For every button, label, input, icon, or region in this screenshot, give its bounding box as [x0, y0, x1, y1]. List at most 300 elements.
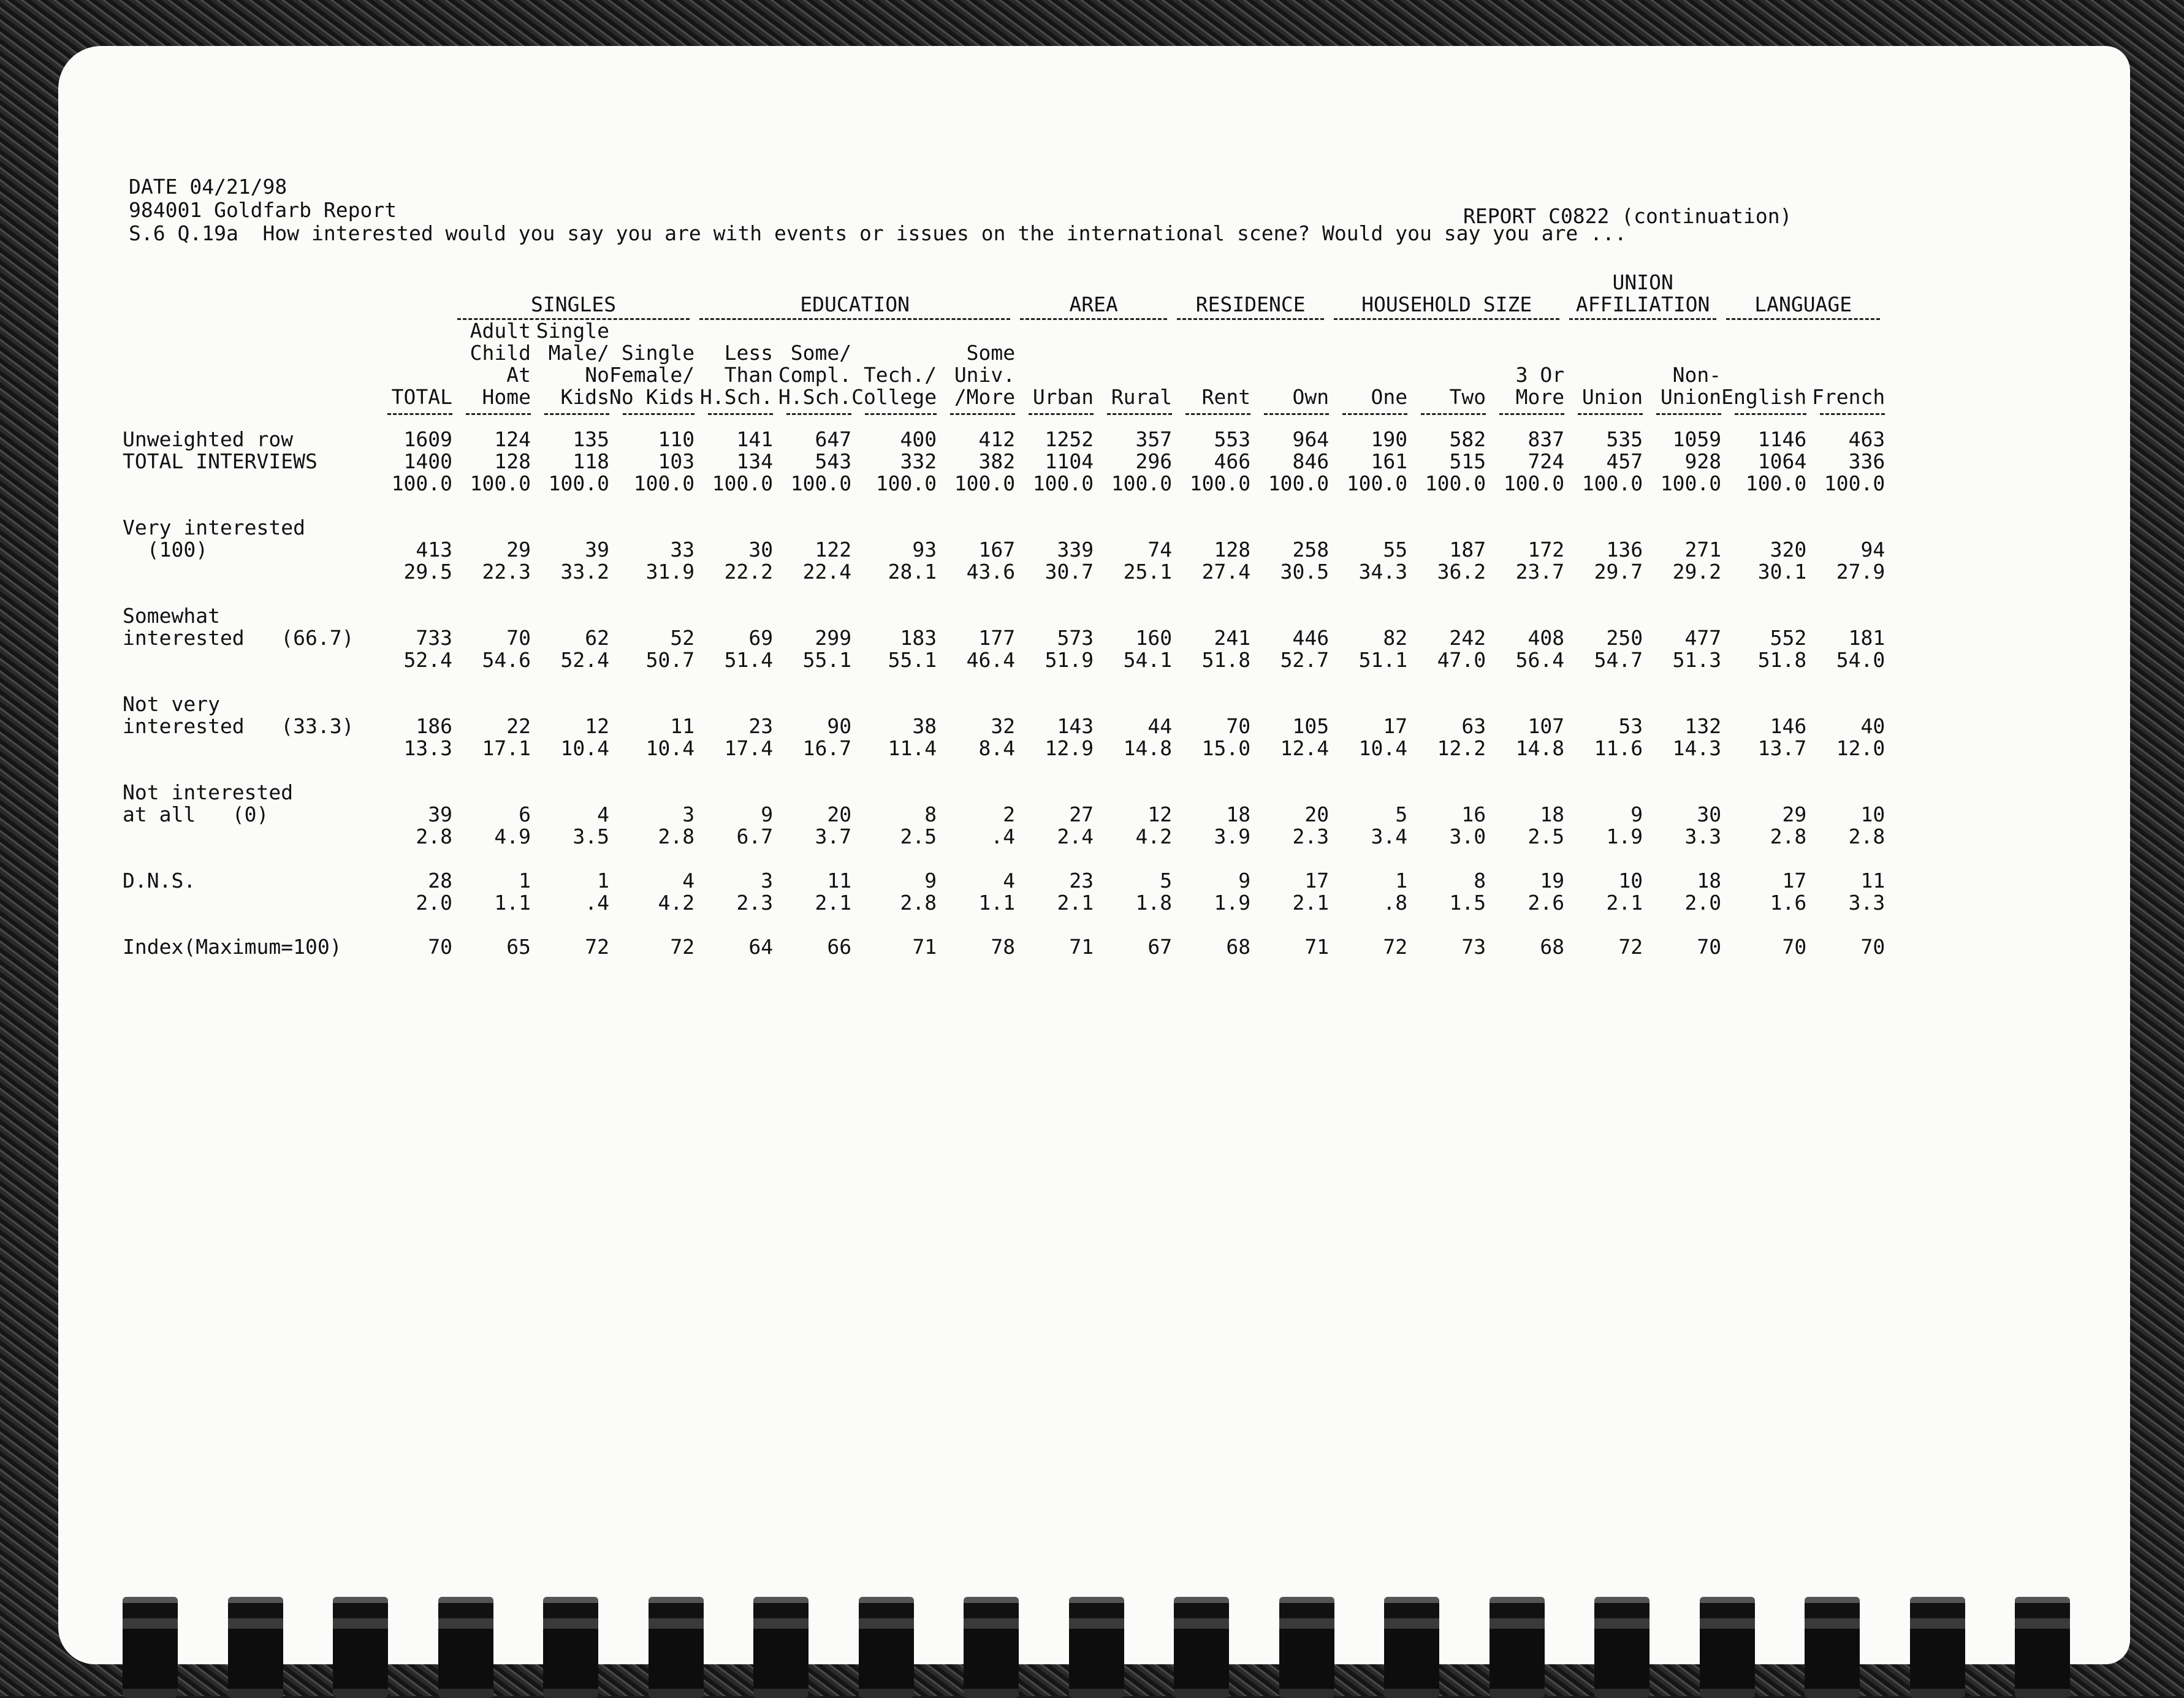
column-header: Non- Union — [1660, 363, 1722, 409]
row-label: interested (33.3) — [123, 714, 354, 738]
table-cell — [1564, 693, 1643, 715]
table-cell: 46.4 — [966, 648, 1016, 672]
table-cell: 51.9 — [1044, 648, 1094, 672]
group-union-affiliation: UNION AFFILIATION — [1564, 270, 1721, 320]
table-cell: 72 — [670, 935, 695, 959]
table-cell: 39 — [428, 802, 452, 826]
row-label: Unweighted row — [123, 427, 294, 451]
table-row — [123, 693, 1885, 715]
table-cell: 3.9 — [1214, 824, 1251, 848]
table-cell — [1329, 782, 1407, 804]
table-cell: 446 — [1292, 626, 1330, 650]
table-cell: 54.7 — [1594, 648, 1643, 672]
row-label: Index(Maximum=100) — [123, 935, 342, 959]
table-cell — [531, 782, 609, 804]
table-cell: 124 — [494, 427, 531, 451]
table-cell: 100.0 — [1268, 471, 1330, 495]
table-cell: 1059 — [1672, 427, 1722, 451]
table-cell: 299 — [815, 626, 852, 650]
column-header: English — [1721, 385, 1807, 409]
table-cell: 54.6 — [482, 648, 531, 672]
column-header: Single Female/ No Kids — [609, 341, 695, 409]
table-cell — [773, 605, 851, 627]
table-cell — [1094, 782, 1172, 804]
table-cell: 18 — [1226, 802, 1251, 826]
row-label — [123, 473, 374, 495]
table-cell: 30 — [748, 538, 774, 562]
row-label — [123, 649, 374, 671]
table-cell: 2.8 — [658, 824, 695, 848]
table-cell — [773, 517, 851, 539]
table-cell — [851, 605, 937, 627]
table-cell: 29.2 — [1672, 560, 1722, 584]
table-cell — [1172, 517, 1250, 539]
table-cell: 100.0 — [1503, 471, 1565, 495]
table-cell: 14.3 — [1672, 736, 1722, 760]
table-cell: 43.6 — [966, 560, 1016, 584]
table-cell: 100.0 — [548, 471, 609, 495]
table-row — [123, 737, 1885, 760]
table-cell: 2.8 — [900, 891, 937, 915]
table-cell: 2.1 — [1292, 891, 1330, 915]
table-cell: 25.1 — [1123, 560, 1173, 584]
table-cell: 100.0 — [1346, 471, 1408, 495]
table-cell: 552 — [1770, 626, 1807, 650]
binding-coil — [1700, 1597, 1755, 1698]
table-cell: 172 — [1528, 538, 1565, 562]
table-cell: 1146 — [1757, 427, 1807, 451]
table-cell: 1.9 — [1606, 824, 1643, 848]
table-cell: 2.6 — [1528, 891, 1565, 915]
table-cell: 100.0 — [391, 471, 452, 495]
table-cell — [937, 693, 1015, 715]
table-cell: 20 — [827, 802, 852, 826]
table-cell: 70 — [1226, 714, 1251, 738]
table-cell: 10.4 — [560, 736, 609, 760]
table-body — [123, 415, 1885, 958]
table-cell: 2.0 — [416, 891, 452, 915]
table-cell: 122 — [815, 538, 852, 562]
table-cell: 93 — [912, 538, 937, 562]
table-row — [123, 870, 1885, 892]
table-cell — [374, 782, 452, 804]
table-cell: 187 — [1449, 538, 1486, 562]
table-cell: 724 — [1528, 449, 1565, 473]
table-row — [123, 804, 1885, 826]
table-cell: 3.7 — [815, 824, 852, 848]
table-cell: 146 — [1770, 714, 1807, 738]
table-cell: 40 — [1860, 714, 1885, 738]
table-cell — [1250, 517, 1329, 539]
table-cell: 52.4 — [403, 648, 452, 672]
table-cell: 3.5 — [573, 824, 609, 848]
column-header: Urban — [1032, 385, 1094, 409]
table-cell: 30.7 — [1044, 560, 1094, 584]
group-area: AREA — [1015, 270, 1172, 320]
table-cell — [1564, 605, 1643, 627]
table-cell: 29.7 — [1594, 560, 1643, 584]
row-label: (100) — [123, 538, 208, 562]
table-cell: 54.0 — [1836, 648, 1885, 672]
table-cell: 20 — [1304, 802, 1330, 826]
table-cell: 271 — [1684, 538, 1722, 562]
table-cell: 63 — [1461, 714, 1486, 738]
table-cell: 100.0 — [1425, 471, 1486, 495]
table-cell: 65 — [506, 935, 531, 959]
table-cell: 12.9 — [1044, 736, 1094, 760]
table-cell: 141 — [736, 427, 774, 451]
table-cell: 457 — [1606, 449, 1643, 473]
table-cell — [1015, 693, 1094, 715]
table-cell: 74 — [1147, 538, 1173, 562]
table-cell: 18 — [1540, 802, 1565, 826]
column-header: Tech./ College — [851, 363, 937, 409]
table-cell: 10.4 — [645, 736, 695, 760]
binding-coil — [543, 1597, 598, 1698]
binding-coil — [1490, 1597, 1545, 1698]
table-row — [123, 451, 1885, 473]
table-cell — [1172, 782, 1250, 804]
table-cell: 1400 — [403, 449, 452, 473]
table-cell: 34.3 — [1358, 560, 1408, 584]
table-cell: 177 — [978, 626, 1016, 650]
table-cell: 733 — [416, 626, 452, 650]
report-header — [129, 175, 1627, 245]
table-cell: 250 — [1606, 626, 1643, 650]
table-cell: 94 — [1860, 538, 1885, 562]
table-cell — [374, 517, 452, 539]
binding-coil — [1805, 1597, 1860, 1698]
table-cell: 647 — [815, 427, 852, 451]
table-cell: 135 — [573, 427, 609, 451]
table-cell: 23 — [1069, 869, 1094, 893]
table-cell — [1721, 517, 1806, 539]
row-label — [123, 826, 374, 848]
table-cell: 17 — [1782, 869, 1807, 893]
table-cell: 400 — [900, 427, 937, 451]
table-cell: 118 — [573, 449, 609, 473]
table-cell: 38 — [912, 714, 937, 738]
table-cell — [1250, 693, 1329, 715]
table-cell: 100.0 — [1745, 471, 1807, 495]
table-cell: 44 — [1147, 714, 1173, 738]
table-cell — [1806, 605, 1885, 627]
table-cell — [773, 782, 851, 804]
table-cell — [1329, 605, 1407, 627]
table-cell — [1486, 605, 1564, 627]
binding-coil — [964, 1597, 1019, 1698]
table-cell — [531, 605, 609, 627]
table-cell: 53 — [1618, 714, 1643, 738]
table-cell: 463 — [1848, 427, 1885, 451]
header-underline-row — [123, 408, 1885, 415]
row-label: D.N.S. — [123, 869, 196, 893]
column-header-row — [123, 320, 1885, 408]
table-cell: 5 — [1160, 869, 1173, 893]
table-cell: 100.0 — [1189, 471, 1251, 495]
row-label: TOTAL INTERVIEWS — [123, 449, 318, 473]
column-header: Some Univ. /More — [954, 341, 1016, 409]
table-cell: 4 — [682, 869, 695, 893]
table-cell: 17 — [1383, 714, 1408, 738]
column-header: Less Than H.Sch. — [699, 341, 774, 409]
table-cell: 3 — [682, 802, 695, 826]
table-cell: 1.1 — [494, 891, 531, 915]
table-cell: 2.8 — [416, 824, 452, 848]
table-cell: 70 — [1782, 935, 1807, 959]
table-cell: 100.0 — [712, 471, 774, 495]
table-cell: 52 — [670, 626, 695, 650]
table-cell — [1643, 782, 1721, 804]
table-cell: 73 — [1461, 935, 1486, 959]
group-household-size: HOUSEHOLD SIZE — [1329, 270, 1564, 320]
table-cell: 71 — [1069, 935, 1094, 959]
table-cell — [531, 693, 609, 715]
table-cell: 136 — [1606, 538, 1643, 562]
table-cell: 78 — [991, 935, 1016, 959]
table-cell: 55 — [1383, 538, 1408, 562]
row-label — [123, 892, 374, 914]
table-cell: 8 — [924, 802, 937, 826]
table-cell: 2.5 — [900, 824, 937, 848]
table-cell: 68 — [1226, 935, 1251, 959]
table-cell: 167 — [978, 538, 1016, 562]
table-cell: 9 — [1238, 869, 1251, 893]
table-cell: 2.5 — [1528, 824, 1565, 848]
table-cell: 28.1 — [888, 560, 937, 584]
table-cell: 64 — [748, 935, 774, 959]
table-cell: 100.0 — [470, 471, 531, 495]
table-cell: 11.6 — [1594, 736, 1643, 760]
table-cell: 4.2 — [658, 891, 695, 915]
table-cell: 1104 — [1044, 449, 1094, 473]
table-cell: 10.4 — [1358, 736, 1408, 760]
table-cell: 14.8 — [1123, 736, 1173, 760]
column-header: French — [1812, 385, 1885, 409]
table-cell: 51.8 — [1201, 648, 1251, 672]
table-cell — [1094, 517, 1172, 539]
table-cell: 412 — [978, 427, 1016, 451]
table-cell: 11 — [1860, 869, 1885, 893]
table-cell: 2.3 — [736, 891, 774, 915]
table-cell: 2 — [1003, 802, 1016, 826]
table-cell: 39 — [585, 538, 609, 562]
table-cell — [1094, 605, 1172, 627]
table-cell — [1407, 517, 1486, 539]
table-cell: 9 — [761, 802, 774, 826]
table-cell: 23 — [748, 714, 774, 738]
table-cell: 29 — [506, 538, 531, 562]
table-cell: 3 — [761, 869, 774, 893]
table-cell — [1015, 782, 1094, 804]
table-cell: 17.1 — [482, 736, 531, 760]
column-header: Union — [1581, 385, 1643, 409]
table-cell — [1643, 693, 1721, 715]
row-label: interested (66.7) — [123, 626, 354, 650]
table-cell: 103 — [658, 449, 695, 473]
table-cell: 72 — [1618, 935, 1643, 959]
table-cell — [1329, 517, 1407, 539]
table-cell: 51.4 — [724, 648, 774, 672]
table-cell: 52.4 — [560, 648, 609, 672]
table-cell: 71 — [912, 935, 937, 959]
table-cell: 100.0 — [1581, 471, 1643, 495]
table-cell: 11.4 — [888, 736, 937, 760]
table-cell: 62 — [585, 626, 609, 650]
table-row — [123, 782, 1885, 804]
table-cell: 10 — [1860, 802, 1885, 826]
table-cell: 47.0 — [1437, 648, 1486, 672]
table-cell — [1564, 517, 1643, 539]
table-cell: 5 — [1395, 802, 1408, 826]
table-cell: 22.3 — [482, 560, 531, 584]
column-header: 3 Or More — [1515, 363, 1565, 409]
table-cell: 16 — [1461, 802, 1486, 826]
table-cell: 13.3 — [403, 736, 452, 760]
binding-coil — [1069, 1597, 1124, 1698]
table-row — [123, 649, 1885, 671]
table-cell: .4 — [585, 891, 609, 915]
table-cell: 2.1 — [1057, 891, 1094, 915]
group-language: LANGUAGE — [1721, 270, 1885, 320]
table-cell: 382 — [978, 449, 1016, 473]
table-cell — [1094, 693, 1172, 715]
table-cell: 100.0 — [1032, 471, 1094, 495]
table-cell: 336 — [1848, 449, 1885, 473]
column-header: Two — [1449, 385, 1486, 409]
table-cell — [851, 517, 937, 539]
table-cell — [1250, 782, 1329, 804]
table-cell: 66 — [827, 935, 852, 959]
column-header: Rent — [1201, 385, 1251, 409]
group-education: EDUCATION — [694, 270, 1015, 320]
table-row — [123, 892, 1885, 914]
table-cell: 573 — [1057, 626, 1094, 650]
table-cell: 4.9 — [494, 824, 531, 848]
table-cell — [1172, 693, 1250, 715]
binding-coil — [1384, 1597, 1439, 1698]
table-cell: 100.0 — [1111, 471, 1173, 495]
table-cell: 12.2 — [1437, 736, 1486, 760]
table-cell: 466 — [1214, 449, 1251, 473]
table-cell: 10 — [1618, 869, 1643, 893]
table-cell: 6.7 — [736, 824, 774, 848]
table-cell: 33.2 — [560, 560, 609, 584]
table-cell: 17 — [1304, 869, 1330, 893]
table-cell — [1407, 693, 1486, 715]
table-cell — [1015, 605, 1094, 627]
column-header: TOTAL — [391, 385, 452, 409]
binding-coil — [2015, 1597, 2070, 1698]
table-cell: 19 — [1540, 869, 1565, 893]
column-header: Own — [1292, 385, 1330, 409]
table-cell: 100.0 — [1660, 471, 1722, 495]
binding-coil — [123, 1597, 178, 1698]
table-cell — [1721, 782, 1806, 804]
table-cell — [452, 782, 531, 804]
table-cell: 2.0 — [1684, 891, 1722, 915]
table-cell: 3.3 — [1848, 891, 1885, 915]
table-cell: 70 — [1697, 935, 1722, 959]
binding-coil — [438, 1597, 493, 1698]
table-cell: 134 — [736, 449, 774, 473]
table-cell: 12.4 — [1280, 736, 1330, 760]
row-label: Very interested — [123, 516, 306, 539]
table-cell: 1.1 — [978, 891, 1016, 915]
table-cell: 69 — [748, 626, 774, 650]
table-cell: 241 — [1214, 626, 1251, 650]
report-title: 984001 Goldfarb Report — [129, 198, 397, 222]
table-cell: 9 — [1630, 802, 1643, 826]
table-row — [123, 517, 1885, 539]
table-cell: 2.8 — [1770, 824, 1807, 848]
binding-coil — [1174, 1597, 1229, 1698]
table-cell: 1 — [1395, 869, 1408, 893]
table-cell — [609, 605, 694, 627]
table-cell: 928 — [1684, 449, 1722, 473]
table-cell: 17.4 — [724, 736, 774, 760]
table-cell — [1806, 517, 1885, 539]
table-cell — [452, 605, 531, 627]
table-cell: 70 — [506, 626, 531, 650]
table-cell: 2.1 — [815, 891, 852, 915]
table-cell — [1806, 693, 1885, 715]
table-cell: 51.3 — [1672, 648, 1722, 672]
binding-coil — [753, 1597, 809, 1698]
table-cell: 12 — [1147, 802, 1173, 826]
table-cell — [452, 517, 531, 539]
table-cell: 30.5 — [1280, 560, 1330, 584]
table-cell: 258 — [1292, 538, 1330, 562]
table-cell — [374, 693, 452, 715]
table-cell: 1 — [597, 869, 609, 893]
table-cell: 12 — [585, 714, 609, 738]
table-cell: 31.9 — [645, 560, 695, 584]
table-row — [123, 561, 1885, 583]
table-cell: 6 — [519, 802, 531, 826]
row-label: at all (0) — [123, 802, 269, 826]
binding-coil — [333, 1597, 388, 1698]
table-cell: 2.4 — [1057, 824, 1094, 848]
table-cell: 72 — [1383, 935, 1408, 959]
row-label: Not very — [123, 692, 220, 716]
table-cell: 1 — [519, 869, 531, 893]
table-cell: 477 — [1684, 626, 1722, 650]
group-header-row — [123, 270, 1885, 320]
row-label: Somewhat — [123, 604, 220, 628]
table-cell: 1.9 — [1214, 891, 1251, 915]
table-cell: 90 — [827, 714, 852, 738]
table-row — [123, 627, 1885, 649]
table-cell: 332 — [900, 449, 937, 473]
table-cell: 190 — [1371, 427, 1408, 451]
table-cell — [1721, 605, 1806, 627]
table-row — [123, 605, 1885, 627]
table-row — [123, 539, 1885, 561]
table-cell: 50.7 — [645, 648, 695, 672]
table-cell: 29 — [1782, 802, 1807, 826]
table-cell — [694, 517, 773, 539]
table-cell — [1564, 782, 1643, 804]
crosstab-table — [123, 270, 1885, 958]
table-cell: 52.7 — [1280, 648, 1330, 672]
table-cell — [1015, 517, 1094, 539]
table-cell — [1172, 605, 1250, 627]
table-cell: 15.0 — [1201, 736, 1251, 760]
table-cell — [773, 693, 851, 715]
table-cell: 4 — [597, 802, 609, 826]
table-cell: 23.7 — [1515, 560, 1565, 584]
